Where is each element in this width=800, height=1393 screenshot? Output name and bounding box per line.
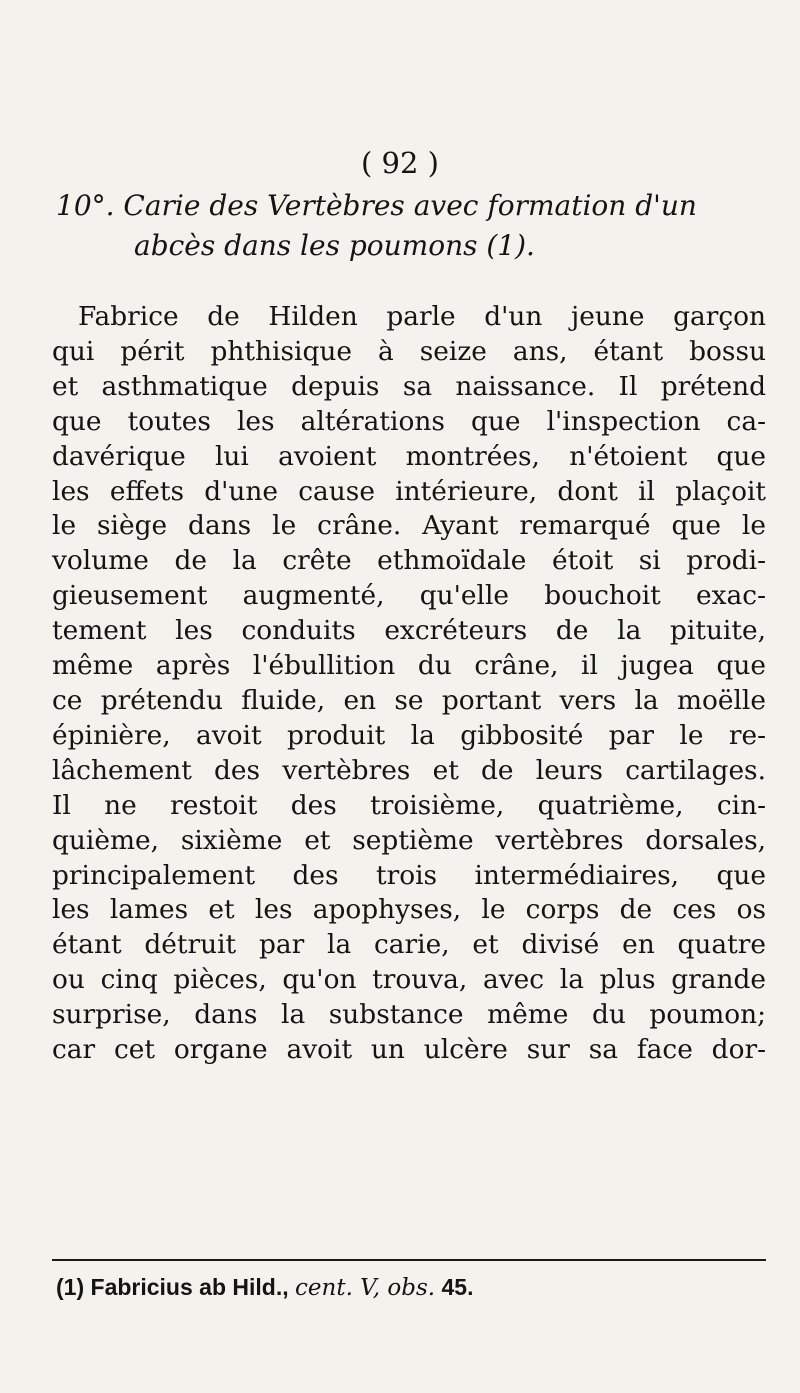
footnote-author: Fabricius ab Hild.,	[90, 1274, 289, 1300]
text-line: Il ne restoit des troisième, quatrième, cin-	[52, 789, 766, 821]
text-line: étant détruit par la carie, et divisé en quatre	[52, 929, 766, 961]
text-line: ou cinq pièces, qu'on trouva, avec la plus grande	[52, 964, 766, 996]
text-line: les lames et les apophyses, le corps de ces os	[52, 894, 766, 926]
text-line: gieusement augmenté, qu'elle bouchoit exac-	[52, 580, 766, 612]
text-line: et asthmatique depuis sa naissance. Il prétend	[52, 370, 766, 402]
footnote	[56, 1272, 473, 1303]
text-line: quième, sixième et septième vertèbres dorsales,	[52, 824, 766, 856]
page-number: ( 92 )	[361, 146, 439, 180]
text-line: davérique lui avoient montrées, n'étoient que	[52, 440, 766, 472]
heading-line-1: 10°. Carie des Vertèbres avec formation d'un	[56, 189, 697, 222]
text-line: lâchement des vertèbres et de leurs cartilages.	[52, 754, 766, 786]
text-line: qui périt phthisique à seize ans, étant bossu	[52, 335, 766, 367]
footnote-number: 45.	[441, 1274, 474, 1300]
text-line: que toutes les altérations que l'inspection ca-	[52, 405, 766, 437]
footnote-marker: (1)	[56, 1274, 85, 1300]
body-text	[52, 300, 766, 1068]
text-line: Fabrice de Hilden parle d'un jeune garçon	[78, 301, 766, 332]
heading-line-2: abcès dans les poumons (1).	[134, 229, 535, 262]
text-line: tement les conduits excréteurs de la pituite,	[52, 615, 766, 647]
text-line: épinière, avoit produit la gibbosité par le re-	[52, 719, 766, 751]
text-line: ce prétendu fluide, en se portant vers la moëlle	[52, 684, 766, 716]
text-line: car cet organe avoit un ulcère sur sa face dor-	[52, 1034, 766, 1066]
text-line: les effets d'une cause intérieure, dont il plaçoit	[52, 475, 766, 507]
text-line: le siège dans le crâne. Ayant remarqué que le	[52, 510, 766, 542]
text-line: même après l'ébullition du crâne, il jugea que	[52, 650, 766, 682]
section-heading	[56, 186, 756, 266]
footnote-divider	[52, 1259, 766, 1261]
text-line: principalement des trois intermédiaires, que	[52, 859, 766, 891]
footnote-reference: cent. V, obs.	[295, 1275, 436, 1301]
text-line: surprise, dans la substance même du poumon;	[52, 999, 766, 1031]
text-line: volume de la crête ethmoïdale étoit si prodi-	[52, 545, 766, 577]
